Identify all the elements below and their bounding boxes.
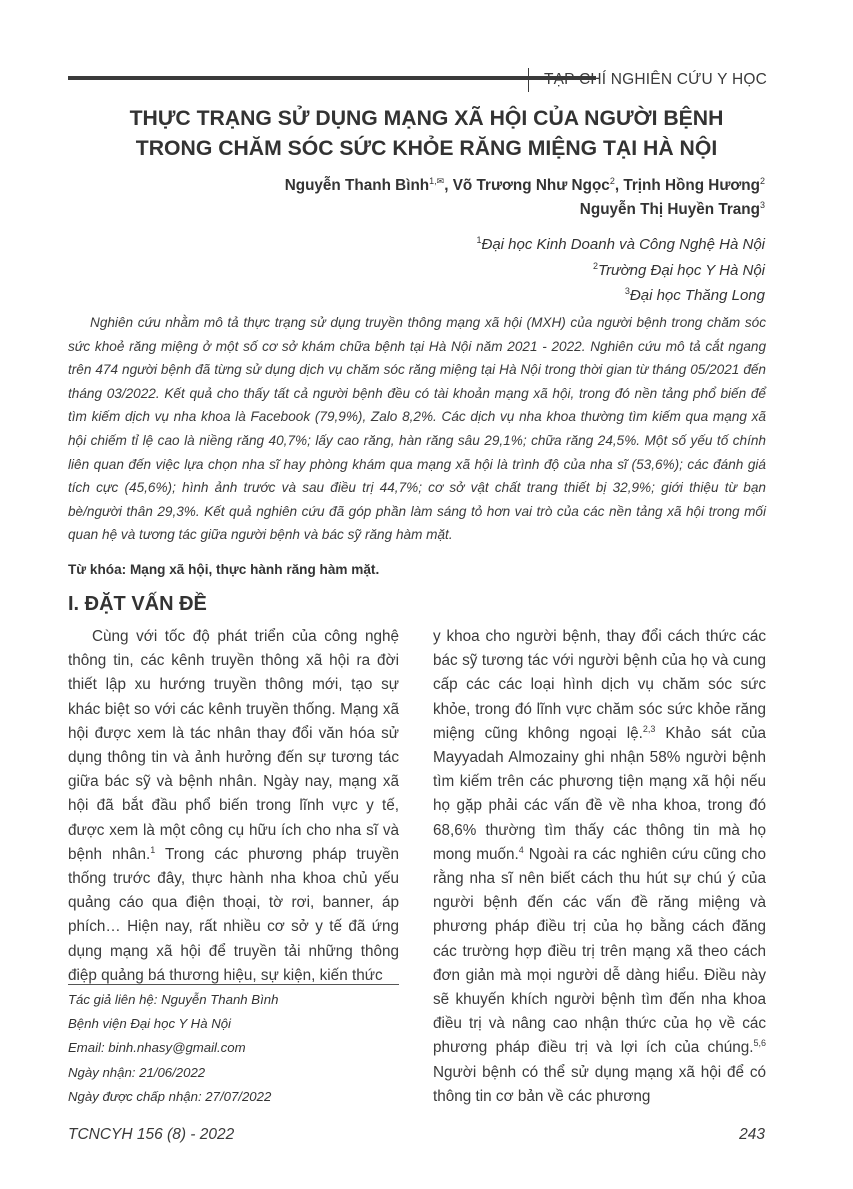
- body-column-right: [433, 625, 766, 1109]
- author-name: Trịnh Hồng Hương: [623, 177, 760, 194]
- body-paragraph: [68, 625, 399, 988]
- corresponding-author: Tác giả liên hệ: Nguyễn Thanh Bình: [68, 992, 279, 1007]
- accepted-date: Ngày được chấp nhận: 27/07/2022: [68, 1088, 272, 1104]
- correspondence-footnote: [68, 988, 399, 1109]
- author-institution: Bệnh viện Đại học Y Hà Nội: [68, 1016, 231, 1032]
- received-date: Ngày nhận: 21/06/2022: [68, 1064, 206, 1080]
- body-text: Cùng với tốc độ phát triển của công nghệ thông tin, các kênh truyền thông xã hội ra đời thiết lập xu hướng truyền thông mới, tạo sự khác biệt so với các kênh truyền thống. Mạng xã hội được xem là tác nhân thay đổi văn hóa sử dụng thông tin và ảnh hưởng đến sự tương tác giữa bác sỹ và bệnh nhân. Ngày nay, mạng xã hội đã bắt đầu phổ biến trong lĩnh vực y tế, được xem là một công cụ hữu ích cho nha sĩ và bệnh nhân.: [68, 628, 399, 863]
- journal-name-tag: [528, 68, 767, 92]
- title-line-1: THỰC TRẠNG SỬ DỤNG MẠNG XÃ HỘI CỦA NGƯỜI BỆNH: [129, 107, 724, 130]
- author-affil-mark: 2: [759, 175, 765, 186]
- author-name: Nguyễn Thanh Bình: [284, 177, 430, 194]
- author-affil-mark: 1,✉: [429, 175, 445, 186]
- journal-citation: TCNCYH 156 (8) - 2022: [68, 1126, 235, 1143]
- footnote-divider: [68, 984, 399, 985]
- affiliation-text: Đại học Thăng Long: [629, 287, 765, 304]
- affiliation-item: [476, 232, 765, 258]
- author-list: [285, 174, 765, 222]
- author-separator: ,: [614, 177, 624, 194]
- author-email: Email: binh.nhasy@gmail.com: [68, 1040, 246, 1056]
- author-affil-mark: 2: [609, 175, 615, 186]
- author-line-2: [285, 198, 765, 222]
- affiliation-item: [476, 258, 765, 284]
- title-line-2: TRONG CHĂM SÓC SỨC KHỎE RĂNG MIỆNG TẠI HÀ NỘI: [135, 137, 718, 160]
- affiliation-number: 1: [476, 235, 482, 245]
- journal-name: TẠP CHÍ NGHIÊN CỨU Y HỌC: [543, 71, 767, 88]
- body-column-left: [68, 625, 399, 988]
- body-text: y khoa cho người bệnh, thay đổi cách thức các bác sỹ tương tác với người bệnh của họ và cung cấp các các loại hình dịch vụ chăm sóc sức khỏe, trong đó lĩnh vực chăm sóc sức khỏe răng miệng cũng không ngoại lệ.: [433, 628, 766, 742]
- affiliation-number: 2: [593, 260, 599, 271]
- author-name: Võ Trương Như Ngọc: [452, 177, 610, 194]
- keywords: Từ khóa: Mạng xã hội, thực hành răng hàm mặt.: [68, 562, 380, 577]
- body-text: Khảo sát của Mayyadah Almozainy ghi nhận 58% người bệnh tìm kiếm trên các phương tiện mạng xã hội nếu họ gặp phải các vấn đề về nha khoa, trong đó 68,6% thường tìm thấy các thông tin mà họ mong muốn.: [433, 724, 766, 863]
- affiliation-number: 3: [624, 286, 630, 296]
- header-rule: [68, 76, 596, 80]
- body-text: Trong các phương pháp truyền thống trước đây, thực hành nha khoa chủ yếu quảng cáo qua điện thoại, tờ rơi, banner, áp phích… Hiện nay, rất nhiều cơ sở y tế đã ứng dụng mạng xã hội để truyền tải những thông điệp quảng bá thương hiệu, sự kiện, kiến thức: [68, 845, 399, 984]
- section-heading: I. ĐẶT VẤN ĐỀ: [68, 593, 207, 615]
- author-affil-mark: 3: [759, 199, 765, 210]
- citation-ref: 4: [518, 844, 524, 855]
- abstract: Nghiên cứu nhằm mô tả thực trạng sử dụng truyền thông mạng xã hội (MXH) của người bệnh trong chăm sóc sức khoẻ răng miệng ở một số cơ sở khám chữa bệnh tại Hà Nội năm 2021 - 2022. Nghiên cứu mô tả cắt ngang trên 474 người bệnh đã từng sử dụng dịch vụ chăm sóc răng miệng tại Hà Nội trong thời gian từ tháng 05/2021 đến tháng 03/2022. Kết quả cho thấy tất cả người bệnh đều có tài khoản mạng xã hội, trong đó nền tảng phổ biến để tìm kiếm dịch vụ nha khoa là Facebook (79,9%), Zalo 8,2%. Các dịch vụ nha khoa thường tìm kiếm qua mạng xã hội chiếm tỉ lệ cao là niềng răng 40,7%; lấy cao răng, hàn răng sâu 29,1%; chữa răng 24,5%. Một số yếu tố chính liên quan đến việc lựa chọn nha sĩ hay phòng khám qua mạng xã hội là trình độ của nha sĩ (53,6%); các đánh giá tích cực (45,6%); hình ảnh trước và sau điều trị 44,7%; cơ sở vật chất trang thiết bị 32,9%; giới thiệu từ bạn bè/người thân 29,3%. Kết quả nghiên cứu đã góp phần làm sáng tỏ hơn vai trò của các nền tảng xã hội trong mối quan hệ và tương tác giữa người bệnh và bác sỹ răng hàm mặt.: [68, 315, 766, 543]
- affiliation-text: Đại học Kinh Doanh và Công Nghệ Hà Nội: [481, 236, 765, 253]
- article-title: [60, 104, 793, 164]
- author-line-1: [285, 174, 765, 198]
- body-text: Người bệnh có thể sử dụng mạng xã hội để có thông tin cơ bản về các phương: [433, 1063, 766, 1105]
- affiliation-list: [476, 232, 765, 309]
- citation-ref: 1: [150, 844, 156, 855]
- author-separator: ,: [444, 177, 453, 194]
- citation-ref: 5,6: [753, 1038, 766, 1049]
- body-paragraph: [433, 625, 766, 1109]
- affiliation-text: Trường Đại học Y Hà Nội: [598, 261, 765, 279]
- citation-ref: 2,3: [642, 723, 656, 734]
- affiliation-item: [476, 283, 765, 309]
- page-number: 243: [739, 1126, 765, 1143]
- author-name: Nguyễn Thị Huyền Trang: [579, 201, 760, 218]
- body-text: Ngoài ra các nghiên cứu cũng cho rằng nha sĩ nên biết cách thu hút sự chú ý của người bệnh đến các vấn đề răng miệng và phương pháp điều trị của họ bằng cách đăng các trường hợp điều trị trên mạng xã theo cách đơn giản mà mọi người dễ dàng hiểu. Điều này sẽ khuyến khích người bệnh tìm đến nha khoa điều trị và nâng cao nhận thức của họ về các phương pháp điều trị và lợi ích của chúng.: [433, 845, 767, 1057]
